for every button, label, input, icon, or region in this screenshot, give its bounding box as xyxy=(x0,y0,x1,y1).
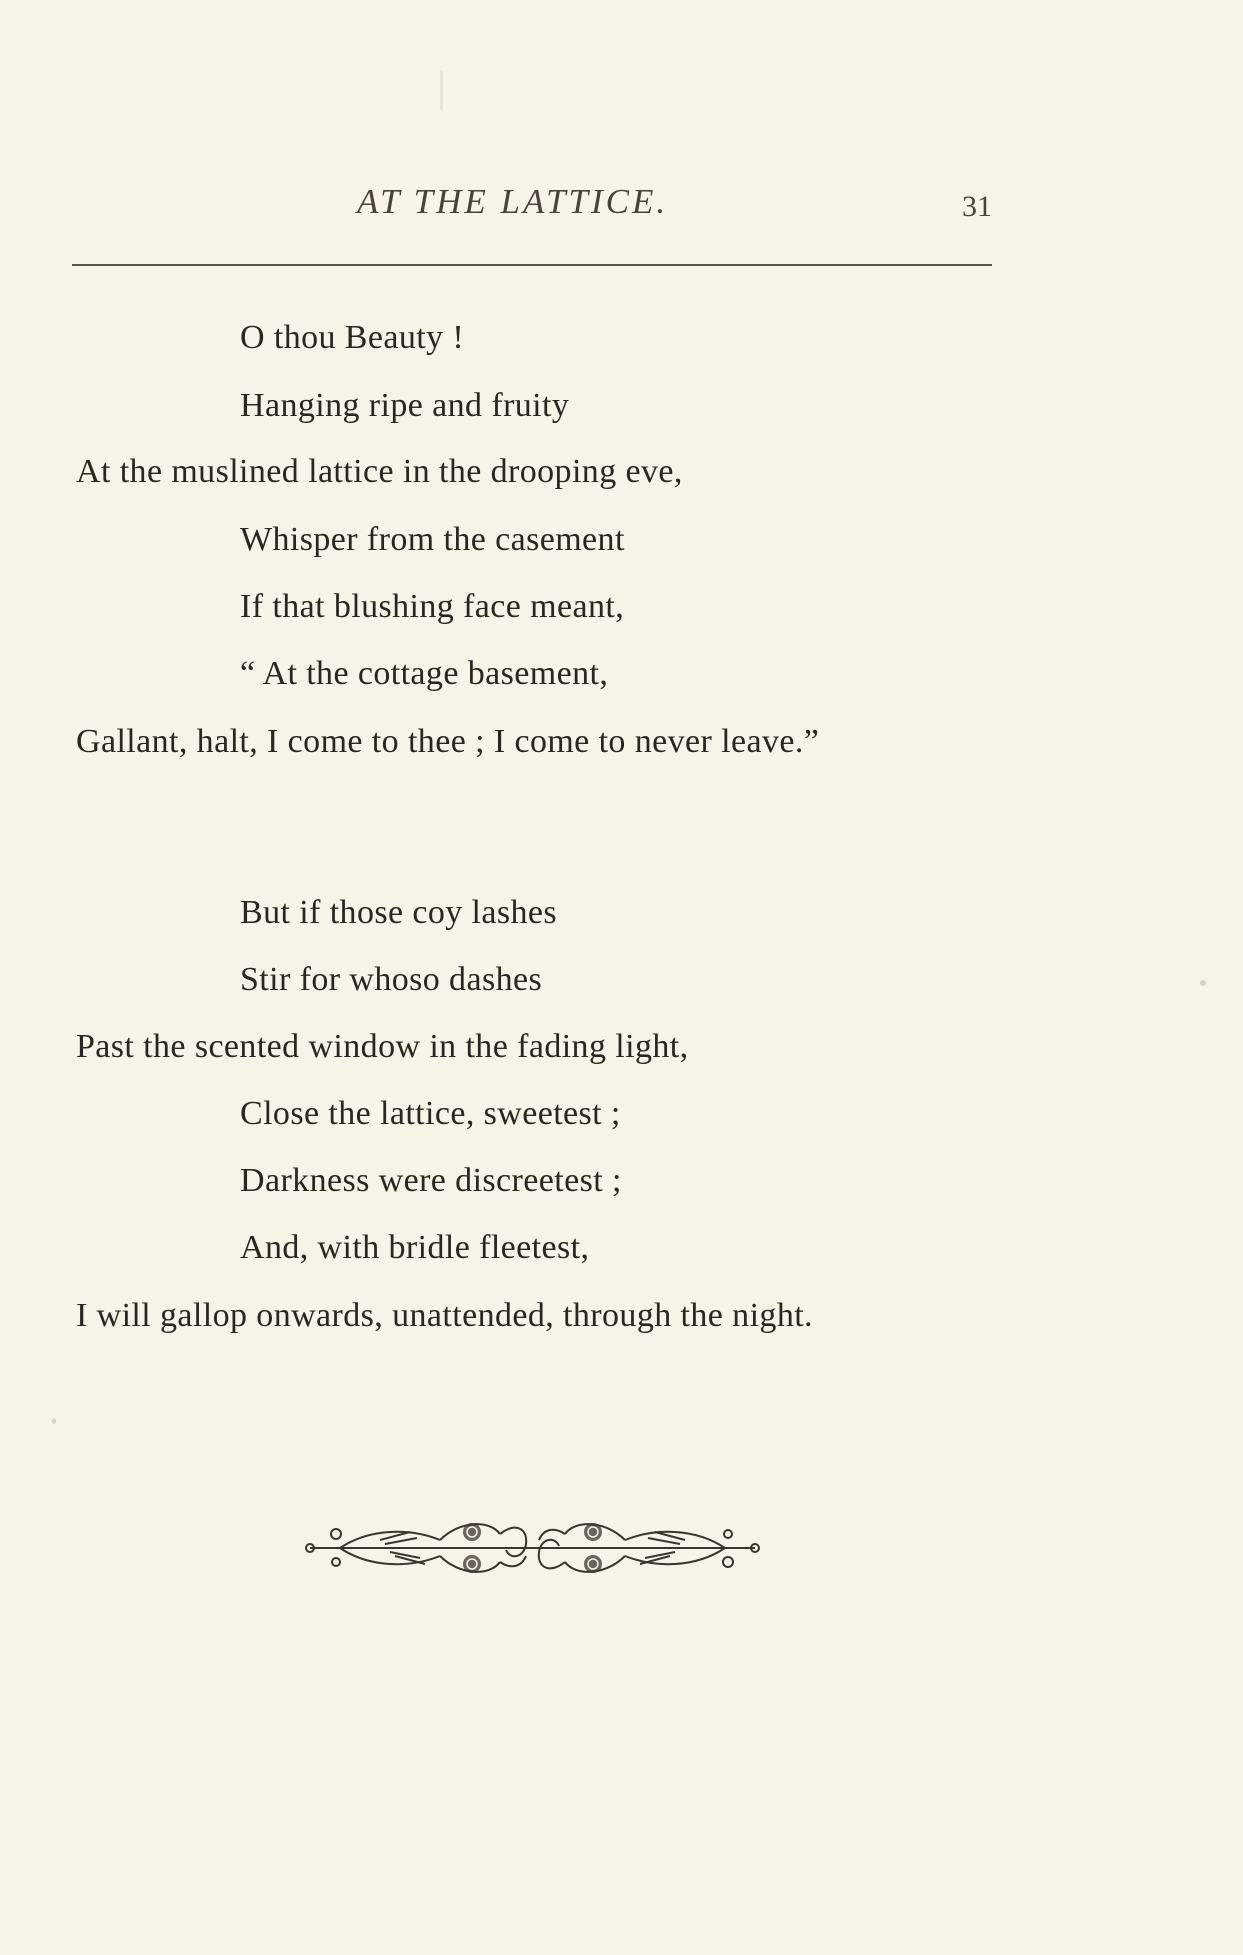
poem-line: Close the lattice, sweetest ; xyxy=(240,1095,621,1132)
floral-tailpiece-icon xyxy=(300,1510,765,1580)
poem-line: Stir for whoso dashes xyxy=(240,961,543,998)
running-title: AT THE LATTICE. xyxy=(357,182,669,221)
poem-line: “ At the cottage basement, xyxy=(240,655,609,692)
poem-line: Hanging ripe and fruity xyxy=(240,387,570,424)
page-number: 31 xyxy=(962,190,992,223)
poem-line: Whisper from the casement xyxy=(240,521,625,558)
header-rule xyxy=(72,264,992,266)
poem-line: Gallant, halt, I come to thee ; I come to never leave.” xyxy=(76,723,820,760)
poem-line: If that blushing face meant, xyxy=(240,588,625,625)
paper-speck xyxy=(440,70,443,110)
poem-line: But if those coy lashes xyxy=(240,894,558,931)
paper-speck xyxy=(1200,980,1206,986)
poem-line: O thou Beauty ! xyxy=(240,319,465,356)
poem-line: And, with bridle fleetest, xyxy=(240,1229,590,1266)
running-head xyxy=(0,182,1243,232)
poem-line: I will gallop onwards, unattended, through the night. xyxy=(76,1297,813,1334)
paper-speck xyxy=(52,1418,56,1424)
poem-line: Past the scented window in the fading light, xyxy=(76,1028,689,1065)
poem-line: Darkness were discreetest ; xyxy=(240,1162,622,1199)
poem-line: At the muslined lattice in the drooping eve, xyxy=(76,453,683,490)
